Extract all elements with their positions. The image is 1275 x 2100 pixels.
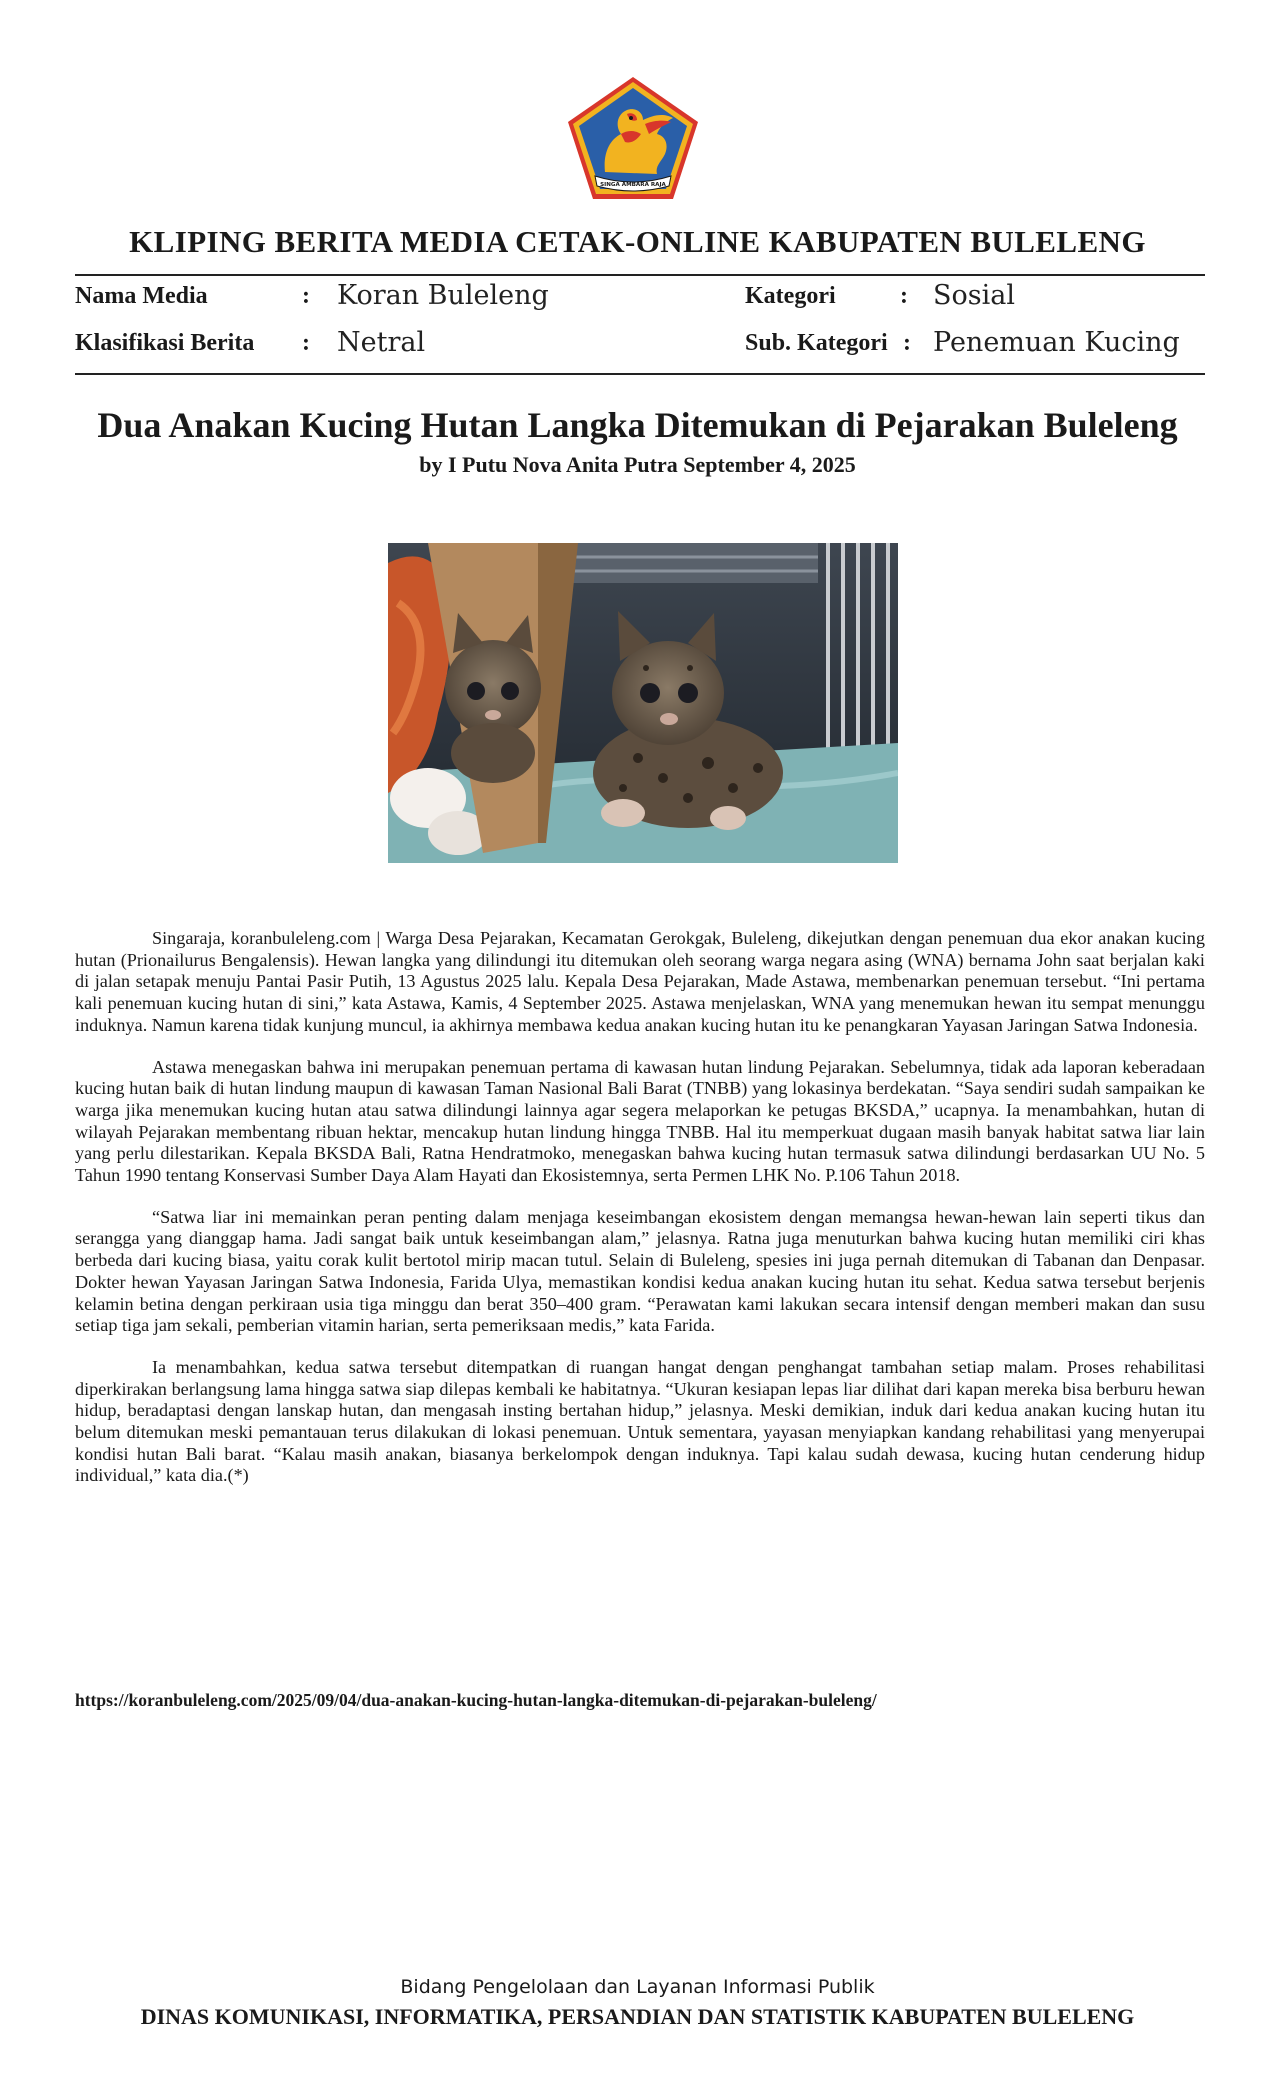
category-colon: : — [900, 283, 908, 309]
footer-division: Bidang Pengelolaan dan Layanan Informasi Publik — [400, 1976, 875, 1998]
divider-top — [75, 274, 1205, 276]
article-paragraph: Astawa menegaskan bahwa ini merupakan penemuan pertama di kawasan hutan lindung Pejarakan. Sebelumnya, tidak ada laporan keberadaan kucing hutan baik di hutan lindung maupun di kawasan Taman Nasional Bali Barat (TNBB) yang lokasinya berdekatan. “Saya sendiri sudah sampaikan ke warga jika menemukan kucing hutan atau satwa dilindungi lainnya agar segera melaporkan ke petugas BKSDA,” ucapnya. Ia menambahkan, hutan di wilayah Pejarakan membentang ribuan hektar, mencakup hutan lindung hingga TNBB. Hal itu memperkuat dugaan masih banyak habitat satwa liar lain yang perlu dilestarikan. Kepala BKSDA Bali, Ratna Hendratmoko, menegaskan bahwa kucing hutan termasuk satwa dilindungi berdasarkan UU No. 5 Tahun 1990 tentang Konservasi Sumber Daya Alam Hayati dan Ekosistemnya, serta Permen LHK No. P.106 Tahun 2018. — [75, 1056, 1205, 1186]
footer-agency: DINAS KOMUNIKASI, INFORMATIKA, PERSANDIAN DAN STATISTIK KABUPATEN BULELENG — [140, 2004, 1135, 2029]
classification-value: Netral — [337, 327, 426, 358]
subcategory-colon: : — [903, 330, 911, 356]
article-photo — [388, 543, 898, 863]
logo-ribbon-text: SINGA AMBARA RAJA — [600, 182, 666, 188]
media-name-value: Koran Buleleng — [337, 280, 549, 311]
media-name-label: Nama Media — [75, 283, 208, 309]
category-label: Kategori — [745, 283, 836, 309]
divider-bottom — [75, 373, 1205, 375]
article-byline: by I Putu Nova Anita Putra September 4, 2025 — [419, 452, 856, 477]
subcategory-label: Sub. Kategori — [745, 330, 888, 356]
article-paragraph: Singaraja, koranbuleleng.com | Warga Desa Pejarakan, Kecamatan Gerokgak, Buleleng, dikejutkan dengan penemuan dua ekor anakan kucing hutan (Prionailurus Bengalensis). Hewan langka yang dilindungi itu ditemukan oleh seorang warga negara asing (WNA) bernama John saat berjalan kaki di jalan setapak menuju Pantai Pasir Putih, 13 Agustus 2025 lalu. Kepala Desa Pejarakan, Made Astawa, membenarkan penemuan tersebut. “Ini pertama kali penemuan kucing hutan di sini,” kata Astawa, Kamis, 4 September 2025. Astawa menjelaskan, WNA yang menemukan hewan itu sempat menunggu induknya. Namun karena tidak kunjung muncul, ia akhirnya membawa kedua anakan kucing hutan itu ke penangkaran Yayasan Jaringan Satwa Indonesia. — [75, 928, 1205, 1035]
article-body — [75, 928, 1205, 1507]
media-name-colon: : — [302, 283, 310, 309]
clipping-header-title: KLIPING BERITA MEDIA CETAK-ONLINE KABUPATEN BULELENG — [129, 224, 1146, 259]
classification-colon: : — [302, 330, 310, 356]
source-url: https://koranbuleleng.com/2025/09/04/dua-anakan-kucing-hutan-langka-ditemukan-di-pejarakan-buleleng/ — [75, 1690, 877, 1710]
category-value: Sosial — [933, 280, 1015, 311]
classification-label: Klasifikasi Berita — [75, 330, 255, 356]
emblem-logo — [565, 74, 701, 202]
article-title: Dua Anakan Kucing Hutan Langka Ditemukan di Pejarakan Buleleng — [97, 405, 1178, 445]
subcategory-value: Penemuan Kucing — [933, 327, 1180, 358]
article-paragraph: Ia menambahkan, kedua satwa tersebut ditempatkan di ruangan hangat dengan penghangat tambahan setiap malam. Proses rehabilitasi diperkirakan berlangsung lama hingga satwa siap dilepas kembali ke habitatnya. “Ukuran kesiapan lepas liar dilihat dari kapan mereka bisa berburu hewan hidup, beradaptasi dengan lanskap hutan, dan mengasah insting bertahan hidup,” jelasnya. Meski demikian, induk dari kedua anakan kucing hutan itu belum ditemukan meski pemantauan terus dilakukan di lokasi penemuan. Untuk sementara, yayasan menyiapkan kandang rehabilitasi yang menyerupai kondisi hutan Bali barat. “Kalau masih anakan, biasanya berkelompok dengan induknya. Tapi kalau sudah dewasa, kucing hutan cenderung hidup individual,” kata dia.(*) — [75, 1356, 1205, 1486]
article-paragraph: “Satwa liar ini memainkan peran penting dalam menjaga keseimbangan ekosistem dengan memangsa hewan-hewan lain seperti tikus dan serangga yang dianggap hama. Jadi sangat baik untuk keseimbangan alam,” jelasnya. Ratna juga menuturkan bahwa kucing hutan memiliki ciri khas berbeda dari kucing biasa, yaitu corak kulit bertotol mirip macan tutul. Selain di Buleleng, spesies ini juga pernah ditemukan di Tabanan dan Denpasar. Dokter hewan Yayasan Jaringan Satwa Indonesia, Farida Ulya, memastikan kondisi kedua anakan kucing hutan itu sehat. Kedua satwa tersebut berjenis kelamin betina dengan perkiraan usia tiga minggu dan berat 350–400 gram. “Perawatan kami lakukan secara intensif dengan memberi makan dan susu setiap tiga jam sekali, pemberian vitamin harian, serta pemeriksaan medis,” kata Farida. — [75, 1206, 1205, 1336]
